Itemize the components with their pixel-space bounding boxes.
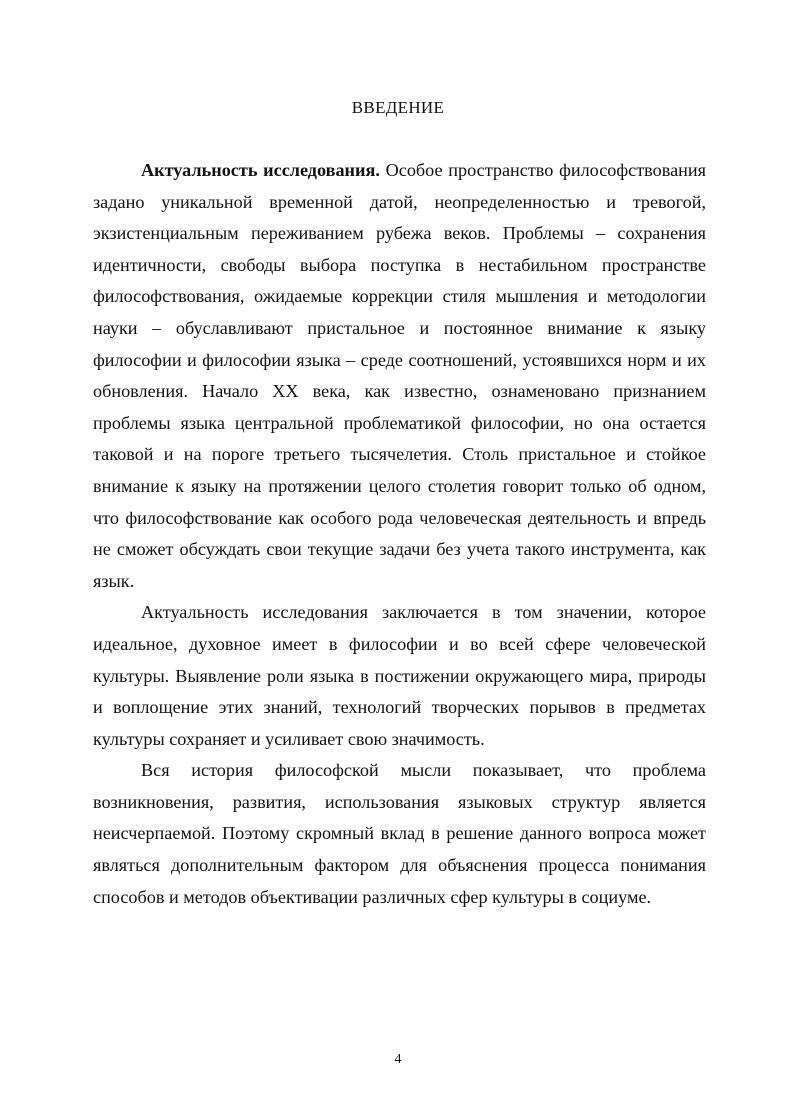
page-title: ВВЕДЕНИЕ xyxy=(351,98,445,117)
paragraph-1 xyxy=(93,155,706,597)
body-text xyxy=(93,155,706,913)
paragraph-1-text: Особое пространство философствования задано уникальной временной датой, неопределенностью и тревогой, экзистенциальным переживанием рубежа веков. Проблемы – сохранения идентичности, свободы выбора поступка в нестабильном пространстве философствования, ожидаемые коррекции стиля мышления и методологии науки – обуславливают пристальное и постоянное внимание к языку философии и философии языка – среде соотношений, устоявшихся норм и их обновления. Начало XX века, как известно, ознаменовано признанием проблемы языка центральной проблематикой философии, но она остается таковой и на пороге третьего тысячелетия. Столь пристальное и стойкое внимание к языку на протяжении целого столетия говорит только об одном, что философствование как особого рода человеческая деятельность и впредь не сможет обсуждать свои текущие задачи без учета такого инструмента, как язык. xyxy=(93,160,706,591)
paragraph-3: Вся история философской мысли показывает, что проблема возникновения, развития, использования языковых структур является неисчерпаемой. Поэтому скромный вклад в решение данного вопроса может являться дополнительным фактором для объяснения процесса понимания способов и методов объективации различных сфер культуры в социуме. xyxy=(93,760,706,907)
page-number: 4 xyxy=(394,1052,402,1067)
paragraph-2: Актуальность исследования заключается в том значении, которое идеальное, духовное имеет в философии и во всей сфере человеческой культуры. Выявление роли языка в постижении окружающего мира, природы и воплощение этих знаний, технологий творческих порывов в предметах культуры сохраняет и усиливает свою значимость. xyxy=(93,602,706,749)
paragraph-1-lead: Актуальность исследования. xyxy=(141,160,380,180)
